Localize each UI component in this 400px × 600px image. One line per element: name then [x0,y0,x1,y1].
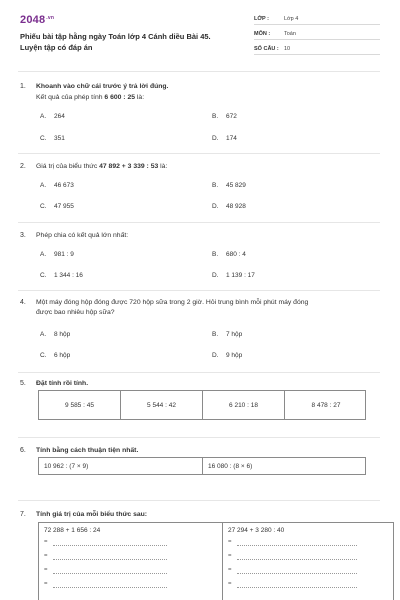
expression-column [223,523,395,600]
calc-cell[interactable]: 6 210 : 18 [203,391,285,419]
title-line-2: Luyện tập có đáp án [20,43,93,52]
question-4-line-1: Một máy đóng hộp đóng được 720 hộp sữa trong 2 giờ. Hỏi trung bình mỗi phút máy đóng [36,299,309,306]
question-1-text [36,93,144,103]
expression: 6 600 : 25 [104,94,136,101]
divider [18,71,380,72]
option-letter: D. [212,272,219,279]
option-text: 680 : 4 [226,251,246,258]
option-letter: D. [212,135,219,142]
option-b[interactable] [212,182,246,189]
meta-class [254,13,380,25]
site-logo[interactable] [20,14,54,26]
option-d[interactable] [212,135,237,142]
answer-line[interactable] [53,559,167,560]
option-a[interactable] [40,331,70,338]
option-d[interactable] [212,352,242,359]
answer-line[interactable] [237,559,357,560]
question-number: 7. [20,511,26,518]
option-c[interactable] [40,352,70,359]
calc-cell[interactable]: 5 544 : 42 [121,391,203,419]
option-c[interactable] [40,203,74,210]
option-letter: A. [40,113,47,120]
expression: 47 892 + 3 339 : 53 [99,163,159,170]
logo-suffix: .vn [46,15,55,21]
meta-subject [254,28,380,40]
divider [18,372,380,373]
option-letter: B. [212,113,219,120]
calc-cell[interactable]: 9 585 : 45 [39,391,121,419]
expression-cell[interactable]: 16 080 : (8 × 6) [208,462,253,470]
option-text: 45 829 [226,182,246,189]
meta-count [254,43,380,55]
question-number: 3. [20,232,26,239]
expression-column [39,523,223,600]
option-a[interactable] [40,113,65,120]
meta-subject-label: MÔN : [254,30,271,37]
option-text: 46 673 [54,182,74,189]
option-letter: B. [212,251,219,258]
text-part: Giá trị của biểu thức [36,163,100,170]
calc-cell[interactable]: 8 478 : 27 [311,401,341,409]
option-text: 672 [226,113,237,120]
meta-count-label: SỐ CÂU : [254,45,279,52]
logo-text: 2048 [20,14,46,26]
text-part: là: [135,94,145,101]
question-5-prompt: Đặt tính rồi tính. [36,380,89,387]
equals-sign: = [44,581,49,587]
option-text: 6 hộp [54,352,71,359]
option-letter: C. [40,203,47,210]
answer-line[interactable] [237,587,357,588]
text-part: là: [158,163,168,170]
question-6-prompt: Tính bằng cách thuận tiện nhất. [36,447,139,454]
option-text: 48 928 [226,203,246,210]
option-b[interactable] [212,113,237,120]
expression-label: 72 288 + 1 656 : 24 [44,527,101,534]
option-letter: C. [40,135,47,142]
divider [18,222,380,223]
option-text: 7 hộp [226,331,243,338]
option-letter: C. [40,272,47,279]
option-letter: A. [40,331,47,338]
convenient-table [38,457,366,475]
question-number: 1. [20,83,26,90]
question-number: 4. [20,299,26,306]
expression-label: 27 294 + 3 280 : 40 [228,527,285,534]
calc-table [38,390,366,420]
meta-count-value: 10 [284,45,291,52]
option-text: 8 hộp [54,331,71,338]
option-text: 981 : 9 [54,251,74,258]
divider [18,290,380,291]
answer-line[interactable] [53,545,167,546]
question-3-text: Phép chia có kết quả lớn nhất: [36,232,129,239]
option-d[interactable] [212,272,255,279]
question-number: 6. [20,447,26,454]
answer-line[interactable] [53,573,167,574]
option-a[interactable] [40,182,74,189]
expression-table [38,522,394,600]
title-line-1: Phiếu bài tập hằng ngày Toán lớp 4 Cánh diều Bài 45. [20,32,211,41]
option-text: 174 [226,135,237,142]
divider [18,500,380,501]
meta-class-value: Lớp 4 [284,15,299,22]
option-letter: C. [40,352,47,359]
option-letter: B. [212,182,219,189]
question-4-text [36,298,382,318]
option-letter: D. [212,203,219,210]
question-7-prompt: Tính giá trị của mỗi biểu thức sau: [36,511,148,518]
option-c[interactable] [40,272,83,279]
option-text: 351 [54,135,65,142]
equals-sign: = [228,553,233,559]
answer-line[interactable] [237,573,357,574]
question-4-line-2: được bao nhiêu hộp sữa? [36,309,115,316]
option-letter: A. [40,251,47,258]
option-b[interactable] [212,331,242,338]
question-2-text [36,162,167,172]
option-d[interactable] [212,203,246,210]
meta-class-label: LỚP : [254,15,269,22]
option-letter: A. [40,182,47,189]
meta-subject-value: Toán [284,30,296,37]
option-text: 1 139 : 17 [226,272,255,279]
equals-sign: = [44,539,49,545]
text-part: Kết quả của phép tính [36,94,105,101]
answer-line[interactable] [237,545,357,546]
option-letter: B. [212,331,219,338]
worksheet-title [20,31,240,53]
option-b[interactable] [212,251,246,258]
option-c[interactable] [40,135,65,142]
equals-sign: = [228,567,233,573]
option-text: 1 344 : 16 [54,272,83,279]
expression-cell[interactable]: 10 962 : (7 × 9) [39,458,203,474]
equals-sign: = [228,581,233,587]
option-text: 264 [54,113,65,120]
equals-sign: = [44,567,49,573]
option-letter: D. [212,352,219,359]
divider [18,437,380,438]
equals-sign: = [44,553,49,559]
equals-sign: = [228,539,233,545]
answer-line[interactable] [53,587,167,588]
option-text: 9 hộp [226,352,243,359]
question-number: 2. [20,163,26,170]
question-number: 5. [20,380,26,387]
question-1-prompt: Khoanh vào chữ cái trước ý trả lời đúng. [36,83,169,90]
option-a[interactable] [40,251,74,258]
divider [18,153,380,154]
option-text: 47 955 [54,203,74,210]
